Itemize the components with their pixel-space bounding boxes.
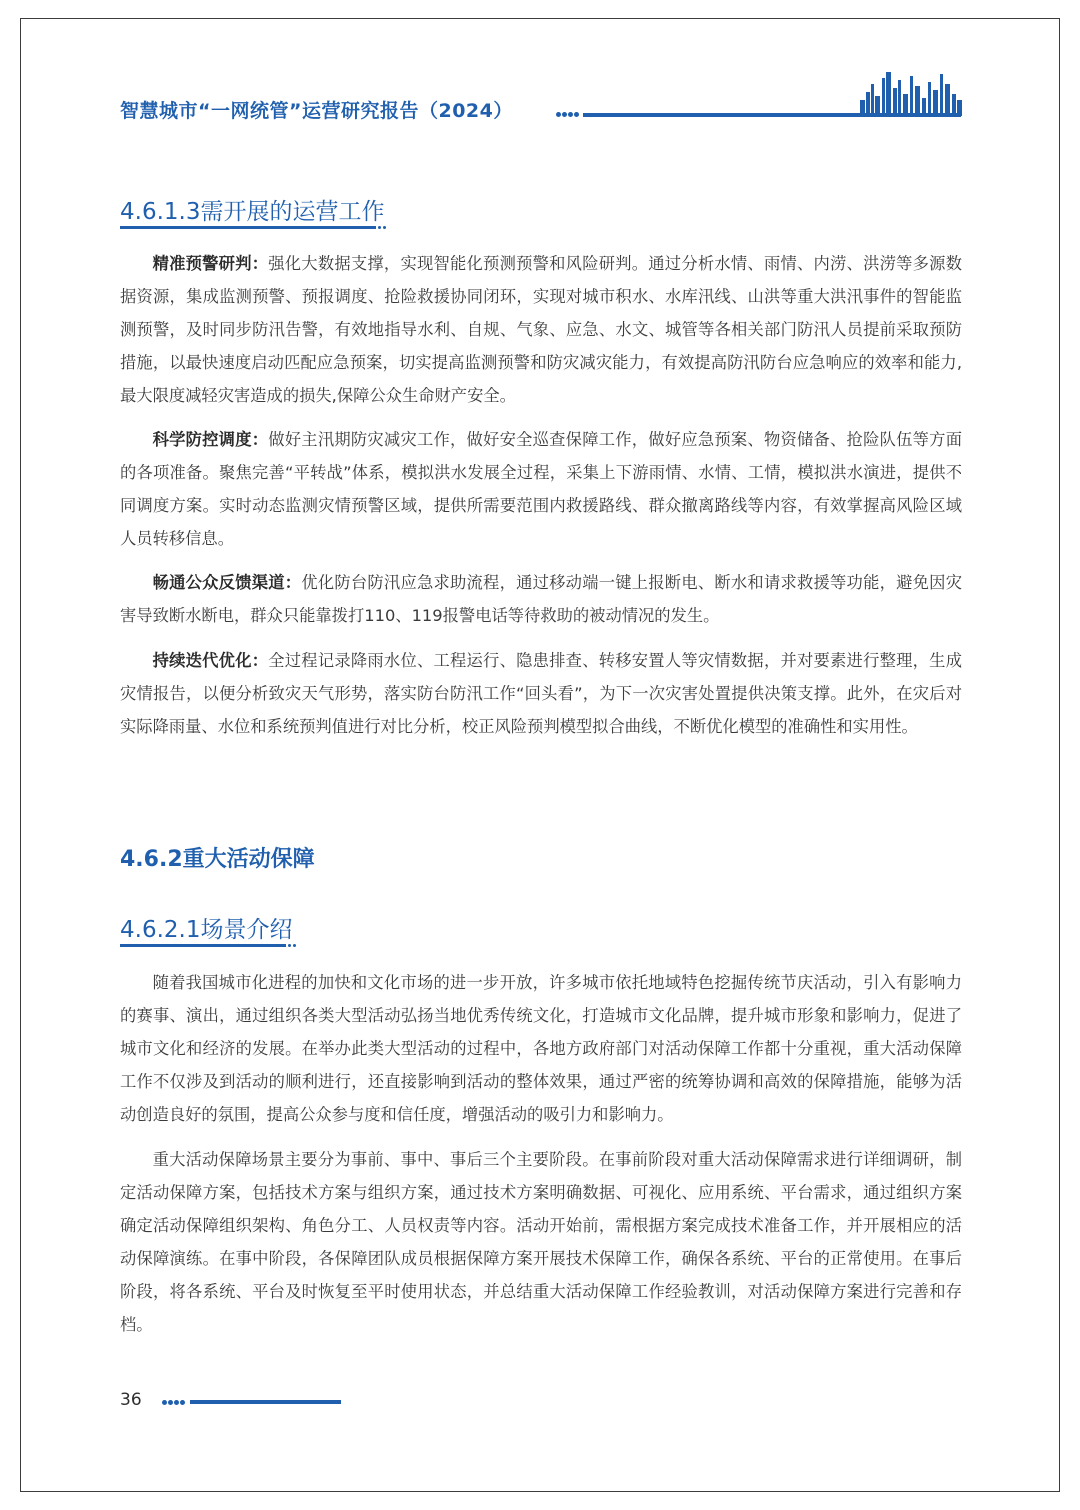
item-label: 持续迭代优化 — [152, 651, 252, 670]
section-heading-462: 4.6.2重大活动保障 — [120, 847, 315, 872]
city-skyline-icon — [860, 70, 962, 118]
report-title: 智慧城市“一网统管”运营研究报告（2024） — [120, 100, 513, 122]
paragraph-item — [120, 644, 962, 743]
subsection-underline — [120, 944, 286, 947]
paragraph-item — [120, 566, 962, 632]
item-text: 优化防台防汛应急求助流程，通过移动端一键上报断电、断水和请求救援等功能，避免因灾害导致断水断电，群众只能靠拨打110、119报警电话等待救助的被动情况的发生。 — [120, 573, 962, 625]
paragraph: 重大活动保障场景主要分为事前、事中、事后三个主要阶段。在事前阶段对重大活动保障需求进行详细调研，制定活动保障方案，包括技术方案与组织方案，通过技术方案明确数据、可视化、应用系统、平台需求，通过组织方案确定活动保障组织架构、角色分工、人员权责等内容。活动开始前，需根据方案完成技术准备工作，并开展相应的活动保障演练。在事中阶段，各保障团队成员根据保障方案开展技术保障工作，确保各系统、平台的正常使用。在事后阶段，将各系统、平台及时恢复至平时使用状态，并总结重大活动保障工作经验教训，对活动保障方案进行完善和存档。 — [120, 1150, 962, 1334]
subsection-heading-4621: 4.6.2.1场景介绍 — [120, 917, 293, 943]
paragraph-item — [120, 423, 962, 555]
item-text: 全过程记录降雨水位、工程运行、隐患排查、转移安置人等灾情数据，并对要素进行整理，生成灾情报告，以便分析致灾天气形势，落实防台防汛工作“回头看”，为下一次灾害处置提供决策支撑。此外，在灾后对实际降雨量、水位和系统预判值进行对比分析，校正风险预判模型拟合曲线，不断优化模型的准确性和实用性。 — [120, 651, 962, 736]
footer-rule — [190, 1400, 341, 1404]
item-label: 畅通公众反馈渠道 — [152, 573, 285, 592]
item-colon: ： — [251, 254, 269, 273]
item-label: 精准预警研判 — [152, 254, 252, 273]
subsection-underline — [120, 226, 376, 229]
item-colon: ： — [251, 651, 269, 670]
item-label: 科学防控调度 — [152, 430, 252, 449]
subsection-heading-4613: 4.6.1.3需开展的运营工作 — [120, 199, 385, 225]
paragraph: 随着我国城市化进程的加快和文化市场的进一步开放，许多城市依托地域特色挖掘传统节庆活动，引入有影响力的赛事、演出，通过组织各类大型活动弘扬当地优秀传统文化，打造城市文化品牌，提升城市形象和影响力，促进了城市文化和经济的发展。在举办此类大型活动的过程中，各地方政府部门对活动保障工作都十分重视，重大活动保障工作不仅涉及到活动的顺利进行，还直接影响到活动的整体效果，通过严密的统筹协调和高效的保障措施，能够为活动创造良好的氛围，提高公众参与度和信任度，增强活动的吸引力和影响力。 — [120, 973, 962, 1124]
item-text: 强化大数据支撑，实现智能化预测预警和风险研判。通过分析水情、雨情、内涝、洪涝等多源数据资源，集成监测预警、预报调度、抢险救援协同闭环，实现对城市积水、水库汛线、山洪等重大洪汛事件的智能监测预警，及时同步防汛告警，有效地指导水利、自规、气象、应急、水文、城管等各相关部门防汛人员提前采取预防措施，以最快速度启动匹配应急预案，切实提高监测预警和防灾减灾能力，有效提高防汛防台应急响应的效率和能力,最大限度减轻灾害造成的损失,保障公众生命财产安全。 — [120, 254, 962, 405]
item-text: 做好主汛期防灾减灾工作，做好安全巡查保障工作，做好应急预案、物资储备、抢险队伍等方面的各项准备。聚焦完善“平转战”体系，模拟洪水发展全过程，采集上下游雨情、水情、工情，模拟洪水演进，提供不同调度方案。实时动态监测灾情预警区域，提供所需要范围内救援路线、群众撤离路线等内容，有效掌握高风险区域人员转移信息。 — [120, 430, 962, 548]
paragraph-item — [120, 247, 962, 412]
item-colon: ： — [251, 430, 269, 449]
item-colon: ： — [284, 573, 302, 592]
page-number: 36 — [120, 1390, 142, 1410]
